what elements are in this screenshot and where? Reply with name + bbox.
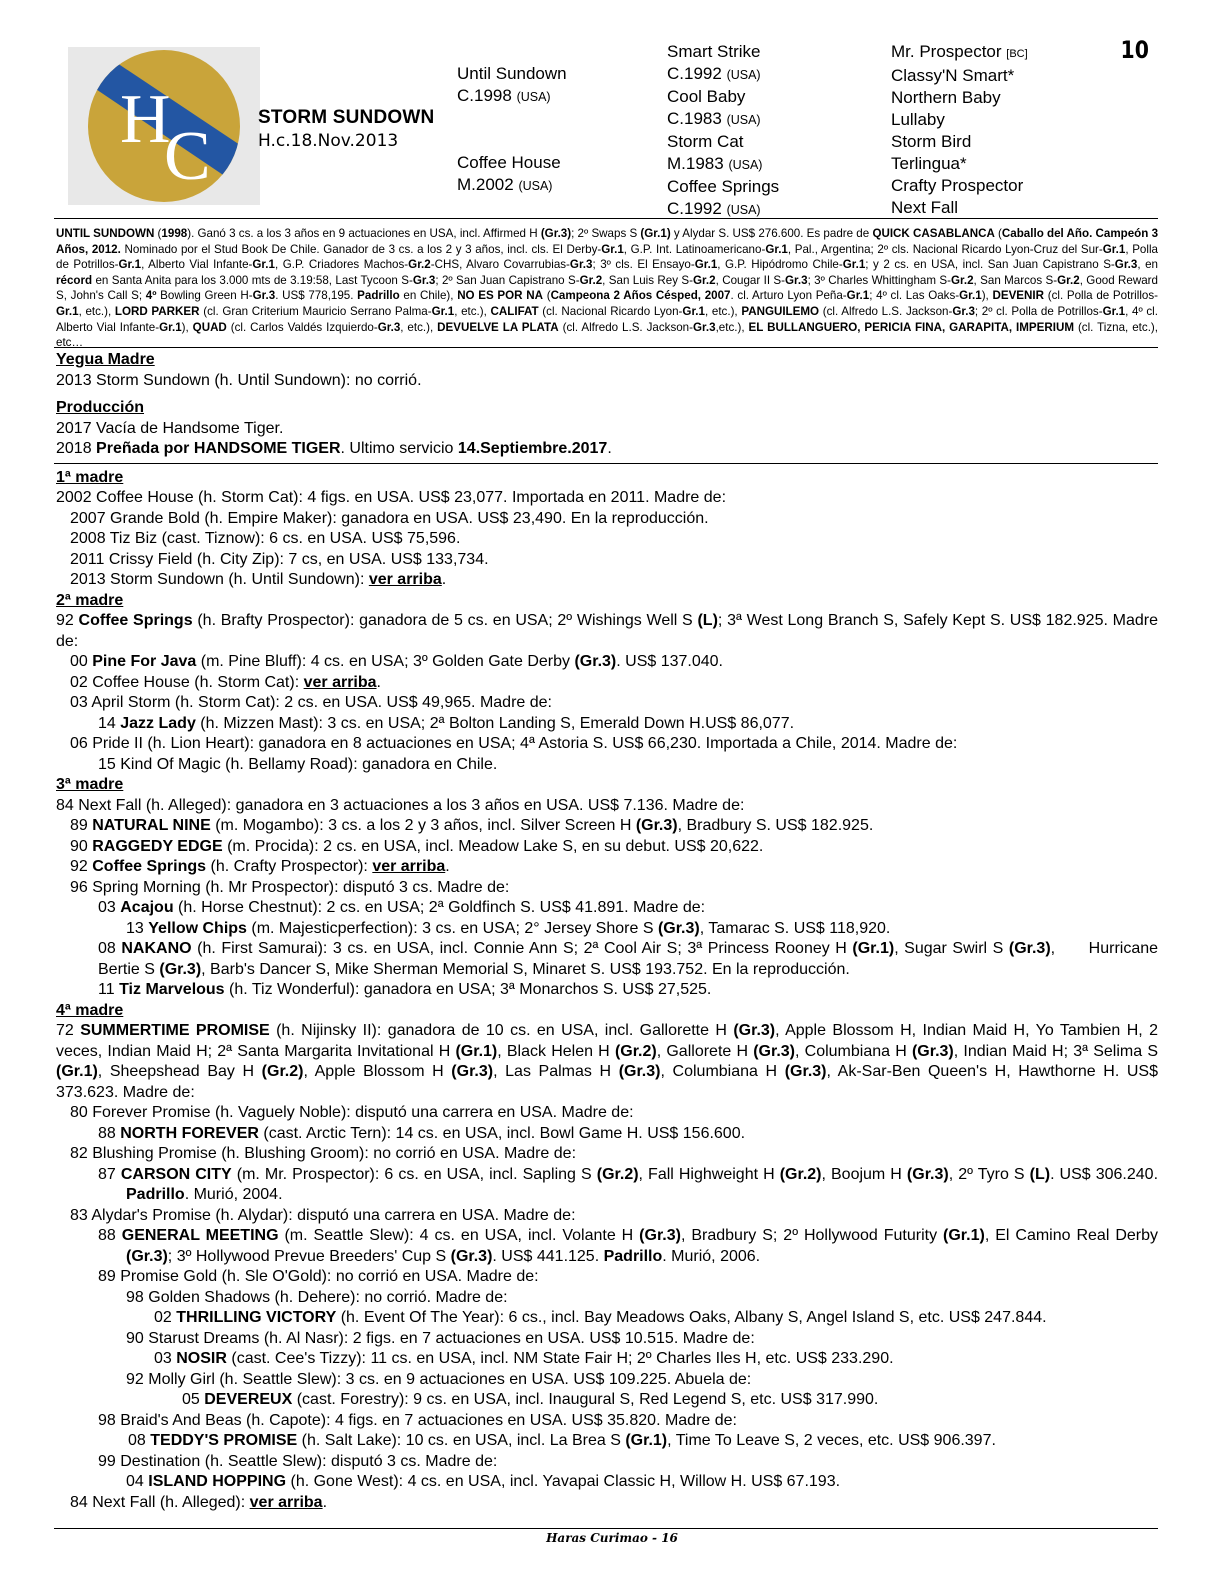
family-line: 92 Coffee Springs (h. Brafty Prospector): ganadora de 5 cs. en USA; 2º Wishings Well S (L); 3ª West Long Branch S, Safely Kept S. US$ 182.925. Madre de:	[56, 612, 1159, 650]
family-line: 08 TEDDY'S PROMISE (h. Salt Lake): 10 cs. en USA, incl. La Brea S (Gr.1), Time To Leave S, 2 veces, etc. US$ 906.397.	[128, 1432, 996, 1449]
great-grandparent-name: Northern Baby	[891, 88, 1001, 107]
family-line: 90 Starust Dreams (h. Al Nasr): 2 figs. en 7 actuaciones en USA. US$ 10.515. Madre de:	[126, 1329, 755, 1347]
page-footer: Haras Curimao - 16	[546, 1531, 678, 1545]
family-line: 04 ISLAND HOPPING (h. Gone West): 4 cs. en USA, incl. Yavapai Classic H, Willow H. US$ 67.193.	[126, 1473, 841, 1490]
ver-arriba-link: ver arriba	[372, 858, 446, 875]
family-line: 2013 Storm Sundown (h. Until Sundown): ver arriba.	[70, 571, 447, 588]
dam-country: (USA)	[518, 179, 553, 193]
great-grandparent-name: Mr. Prospector	[891, 42, 1002, 61]
ver-arriba-link: ver arriba	[303, 673, 377, 691]
dam-name: Coffee House	[457, 153, 561, 172]
family-line: 84 Next Fall (h. Alleged): ganadora en 3 actuaciones a los 3 años en USA. US$ 7.136. Madre de:	[56, 796, 745, 814]
sire-year: C.1998	[457, 86, 512, 105]
great-grandparent-mark: [BC]	[1006, 48, 1028, 60]
footer-divider	[54, 1528, 1158, 1529]
family-line: 82 Blushing Promise (h. Blushing Groom): no corrió en USA. Madre de:	[70, 1145, 577, 1162]
grandparent-country: (USA)	[728, 158, 763, 172]
family-line: 84 Next Fall (h. Alleged): ver arriba.	[70, 1493, 328, 1511]
grandparent-country: (USA)	[726, 203, 761, 217]
family-line: 98 Braid's And Beas (h. Capote): 4 figs. en 7 actuaciones en USA. US$ 35.820. Madre de:	[98, 1411, 737, 1429]
great-grandparent-name: Classy'N Smart*	[891, 66, 1015, 85]
ver-arriba-link: ver arriba	[249, 1493, 323, 1511]
produccion-line: 2017 Vacía de Handsome Tiger.	[56, 419, 284, 437]
produccion-line: 2018 Preñada por HANDSOME TIGER. Ultimo servicio 14.Septiembre.2017.	[56, 440, 612, 457]
logo-letter-c: C	[164, 118, 211, 195]
family-line: 89 NATURAL NINE (m. Mogambo): 3 cs. a los 2 y 3 años, incl. Silver Screen H (Gr.3), Bradbury S. US$ 182.925.	[70, 817, 874, 834]
family-line: 2008 Tiz Biz (cast. Tiznow): 6 cs. en USA. US$ 75,596.	[70, 530, 461, 547]
great-grandparent-name: Lullaby	[891, 110, 945, 129]
haras-curimao-logo	[68, 47, 260, 205]
family-line: 13 Yellow Chips (m. Majesticperfection): 3 cs. en USA; 2° Jersey Shore S (Gr.3), Tamarac S. US$ 118,920.	[126, 919, 891, 937]
family-line: 2011 Crissy Field (h. City Zip): 7 cs, en USA. US$ 133,734.	[70, 550, 489, 568]
family-line: 88 NORTH FOREVER (cast. Arctic Tern): 14 cs. en USA, incl. Bowl Game H. US$ 156.600.	[98, 1124, 746, 1142]
great-grandparent-name: Storm Bird	[891, 132, 972, 151]
sire-notes: UNTIL SUNDOWN (1998). Ganó 3 cs. a los 3 años en 9 actuaciones en USA, incl. Affirmed H (Gr.3); 2º Swaps S (Gr.1) y Alydar S. US$ 276.600. Es padre de QUICK CASABLANCA (Caballo del Año. Campeón 3 Años, 2012. Nominado por el Stud Book De Chile. Ganador de 3 cs. a los 2 y 3 años, incl. cls. El Derby-Gr.1, G.P. Int. Latinoamericano-Gr.1, Pal., Argentina; 2º cls. Nacional Ricardo Lyon-Cruz del Sur-Gr.1, Polla de Potrillos-Gr.1, Alberto Vial Infante-Gr.1, G.P. Criadores Machos-Gr.2-CHS, Alvaro Covarrubias-Gr.3; 3º cls. El Ensayo-Gr.1, G.P. Hipódromo Chile-Gr.1; y 2 cs. en USA, incl. San Juan Capistrano S-Gr.3, en récord en Santa Anita para los 3.000 mts de 3.19:58, Last Tycoon S-Gr.3; 2º San Juan Capistrano S-Gr.2, San Luis Rey S-Gr.2, Cougar II S-Gr.3; 3º Charles Whittingham S-Gr.2, San Marcos S-Gr.2, Good Reward S, John's Call S; 4º Bowling Green H-Gr.3. US$ 778,195. Padrillo en Chile), NO ES POR NA (Campeona 2 Años Césped, 2007. cl. Arturo Lyon Peña-Gr.1; 4º cl. Las Oaks-Gr.1), DEVENIR (cl. Polla de Potrillos-Gr.1, etc.), LORD PARKER (cl. Gran Criterium Mauricio Serrano Palma-Gr.1, etc.), CALIFAT (cl. Nacional Ricardo Lyon-Gr.1, etc.), PANGUILEMO (cl. Alfredo L.S. Jackson-Gr.3; 2º cl. Polla de Potrillos-Gr.1, 4º cl. Alberto Vial Infante-Gr.1), QUAD (cl. Carlos Valdés Izquierdo-Gr.3, etc.), DEVUELVE LA PLATA (cl. Alfredo L.S. Jackson-Gr.3,etc.), EL BULLANGUERO, PERICIA FINA, GARAPITA, IMPERIUM (cl. Tizna, etc.), etc…	[56, 227, 1159, 350]
great-grandparent-name: Crafty Prospector	[891, 176, 1024, 195]
family-line: 96 Spring Morning (h. Mr Prospector): disputó 3 cs. Madre de:	[70, 878, 510, 896]
family-line: 14 Jazz Lady (h. Mizzen Mast): 3 cs. en USA; 2ª Bolton Landing S, Emerald Down H.US$ 86,077.	[98, 714, 795, 732]
pedigree-great-grandparents	[891, 41, 1028, 219]
family-line: 08 NAKANO (h. First Samurai): 3 cs. en USA, incl. Connie Ann S; 2ª Cool Air S; 3ª Princess Rooney H (Gr.1), Sugar Swirl S (Gr.3), Hurricane Bertie S (Gr.3), Barb's Dancer S, Mike Sherman Memorial S, Minaret S. US$ 193.752. En la reproducción.	[98, 940, 1159, 978]
pedigree-main-text	[56, 350, 1158, 1513]
grandparent-year: M.1983	[667, 154, 724, 173]
horse-description: H.c.18.Nov.2013	[258, 131, 399, 151]
family-line: 02 Coffee House (h. Storm Cat): ver arriba.	[70, 673, 381, 691]
great-grandparent-name: Next Fall	[891, 198, 959, 217]
family-line: 98 Golden Shadows (h. Dehere): no corrió. Madre de:	[126, 1288, 508, 1306]
page-number: 10	[1120, 36, 1149, 64]
pedigree-grandparents	[667, 41, 779, 221]
family-line: 03 NOSIR (cast. Cee's Tizzy): 11 cs. en USA, incl. NM State Fair H; 2º Charles Iles H, etc. US$ 233.290.	[154, 1350, 894, 1367]
family-line: 99 Destination (h. Seattle Slew): disputó 3 cs. Madre de:	[98, 1452, 498, 1470]
great-grandparent-name: Terlingua*	[891, 154, 967, 173]
family-line: 87 CARSON CITY (m. Mr. Prospector): 6 cs. en USA, incl. Sapling S (Gr.2), Fall Highweight H (Gr.2), Boojum H (Gr.3), 2º Tyro S (L). US$ 306.240. Padrillo. Murió, 2004.	[98, 1165, 1159, 1203]
dam-year: M.2002	[457, 175, 514, 194]
ver-arriba-link: ver arriba	[368, 571, 442, 588]
family-line: 02 THRILLING VICTORY (h. Event Of The Year): 6 cs., incl. Bay Meadows Oaks, Albany S, Angel Island S, etc. US$ 247.844.	[154, 1309, 1047, 1326]
sire-name: Until Sundown	[457, 64, 567, 83]
section-heading-2a-madre: 2ª madre	[56, 591, 124, 609]
grandparent-name: Smart Strike	[667, 42, 761, 61]
family-line: 83 Alydar's Promise (h. Alydar): disputó una carrera en USA. Madre de:	[70, 1206, 576, 1224]
family-line: 89 Promise Gold (h. Sle O'Gold): no corrió en USA. Madre de:	[98, 1268, 539, 1285]
grandparent-country: (USA)	[726, 113, 761, 127]
horse-name: STORM SUNDOWN	[258, 107, 435, 128]
pedigree-sire	[457, 63, 567, 108]
family-line: 06 Pride II (h. Lion Heart): ganadora en 8 actuaciones en USA; 4ª Astoria S. US$ 66,230. Importada a Chile, 2014. Madre de:	[70, 735, 958, 752]
grandparent-name: Cool Baby	[667, 87, 746, 106]
section-heading-produccion: Producción	[56, 399, 145, 416]
grandparent-name: Coffee Springs	[667, 177, 780, 196]
logo-letter-h: H	[120, 81, 171, 158]
family-line: 03 Acajou (h. Horse Chestnut): 2 cs. en USA; 2ª Goldfinch S. US$ 41.891. Madre de:	[98, 899, 706, 916]
family-line: 88 GENERAL MEETING (m. Seattle Slew): 4 cs. en USA, incl. Volante H (Gr.3), Bradbury S; 2º Hollywood Futurity (Gr.1), El Camino Real Derby (Gr.3); 3º Hollywood Prevue Breeders' Cup S (Gr.3). US$ 441.125. Padrillo. Murió, 2006.	[98, 1227, 1158, 1265]
family-line: 05 DEVEREUX (cast. Forestry): 9 cs. en USA, incl. Inaugural S, Red Legend S, etc. US$ 317.990.	[182, 1391, 879, 1408]
sire-country: (USA)	[516, 90, 551, 104]
grandparent-year: C.1992	[667, 64, 722, 83]
section-heading-4a-madre: 4ª madre	[56, 1001, 124, 1019]
family-line: 15 Kind Of Magic (h. Bellamy Road): ganadora en Chile.	[98, 755, 498, 773]
notes-divider	[54, 347, 1158, 348]
family-line: 72 SUMMERTIME PROMISE (h. Nijinsky II): ganadora de 10 cs. en USA, incl. Gallorette H (Gr.3), Apple Blossom H, Indian Maid H, Yo Tambien H, 2 veces, Indian Maid H; 2ª Santa Margarita Invitational H (Gr.1), Black Helen H (Gr.2), Gallorete H (Gr.3), Columbiana H (Gr.3), Indian Maid H; 3ª Selima S (Gr.1), Sheepshead Bay H (Gr.2), Apple Blossom H (Gr.3), Las Palmas H (Gr.3), Columbiana H (Gr.3), Ak-Sar-Ben Queen's H, Hawthorne H. US$ 373.623. Madre de:	[56, 1022, 1159, 1101]
grandparent-year: C.1992	[667, 199, 722, 218]
family-line: 92 Molly Girl (h. Seattle Slew): 3 cs. en 9 actuaciones en USA. US$ 109.225. Abuela de:	[126, 1370, 752, 1388]
section-heading-1a-madre: 1ª madre	[56, 468, 124, 486]
family-line: 03 April Storm (h. Storm Cat): 2 cs. en USA. US$ 49,965. Madre de:	[70, 694, 552, 711]
family-line: 2007 Grande Bold (h. Empire Maker): ganadora en USA. US$ 23,490. En la reproducción.	[70, 509, 709, 527]
family-line: 80 Forever Promise (h. Vaguely Noble): disputó una carrera en USA. Madre de:	[70, 1104, 634, 1121]
grandparent-country: (USA)	[726, 68, 761, 82]
family-line: 11 Tiz Marvelous (h. Tiz Wonderful): ganadora en USA; 3ª Monarchos S. US$ 27,525.	[98, 981, 712, 998]
grandparent-year: C.1983	[667, 109, 722, 128]
pedigree-dam	[457, 152, 561, 197]
family-line: 92 Coffee Springs (h. Crafty Prospector): ver arriba.	[70, 858, 450, 875]
header-divider	[54, 218, 1158, 219]
grandparent-name: Storm Cat	[667, 132, 744, 151]
family-line: 90 RAGGEDY EDGE (m. Procida): 2 cs. en USA, incl. Meadow Lake S, en su debut. US$ 20,622.	[70, 837, 764, 855]
yegua-line: 2013 Storm Sundown (h. Until Sundown): no corrió.	[56, 371, 422, 389]
section-heading-3a-madre: 3ª madre	[56, 776, 124, 793]
section-heading-yegua-madre: Yegua Madre	[56, 351, 155, 368]
family-line: 00 Pine For Java (m. Pine Bluff): 4 cs. en USA; 3º Golden Gate Derby (Gr.3). US$ 137.040.	[70, 653, 723, 670]
family-line: 2002 Coffee House (h. Storm Cat): 4 figs. en USA. US$ 23,077. Importada en 2011. Madre de:	[56, 489, 727, 506]
